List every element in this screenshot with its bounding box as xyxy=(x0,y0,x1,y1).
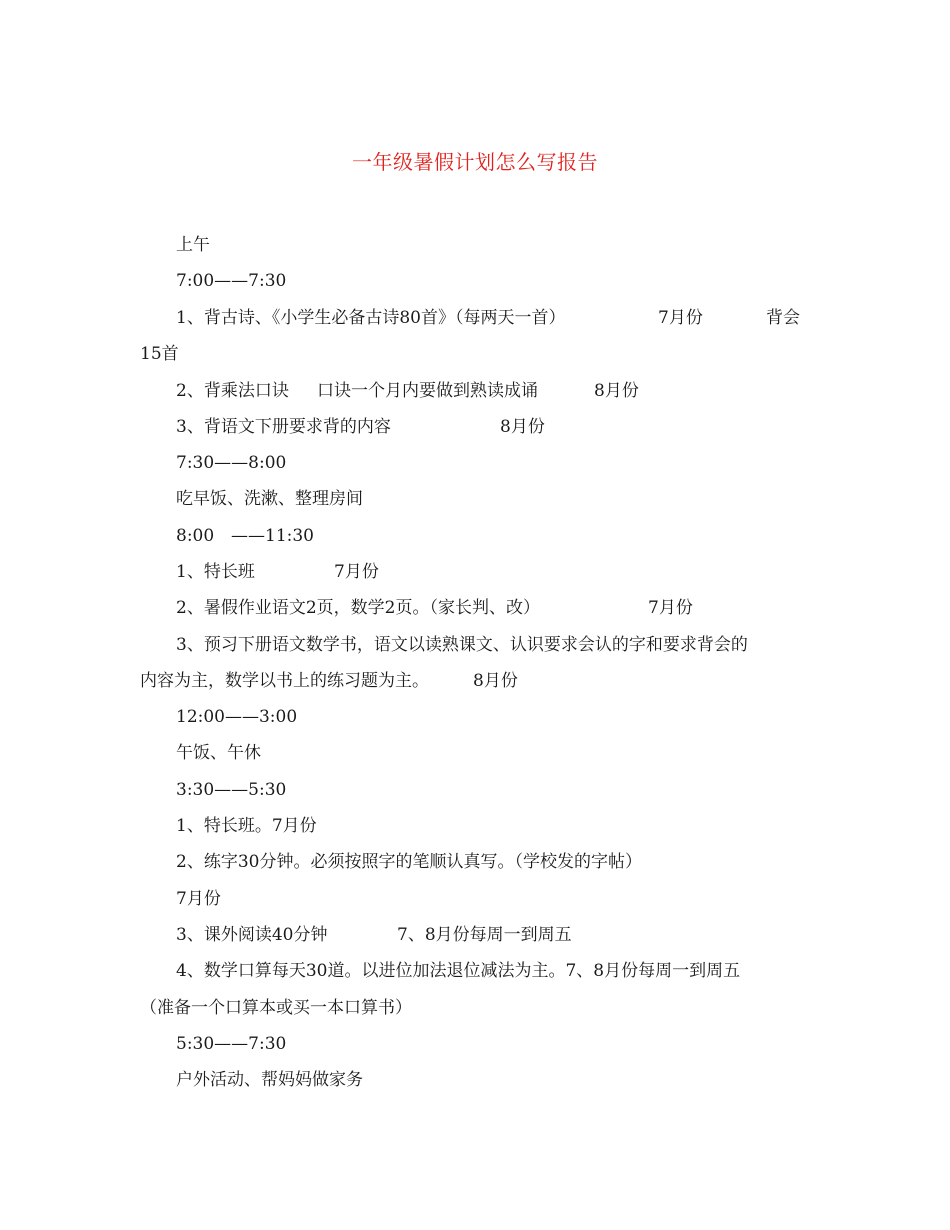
text-segment: 1、特长班 xyxy=(176,562,255,582)
text-segment: 8:00 xyxy=(176,526,215,546)
text-line: （准备一个口算本或买一本口算书） xyxy=(140,998,412,1018)
text-line: 7:30——8:00 xyxy=(176,453,287,473)
text-segment: 内容为主，数学以书上的练习题为主。 xyxy=(140,671,429,691)
text-line: 3:30——5:30 xyxy=(176,780,287,800)
text-line: 2、练字30分钟。必须按照字的笔顺认真写。（学校发的字帖） xyxy=(176,852,642,872)
text-segment: 背会 xyxy=(766,308,800,328)
text-segment: 7月份 xyxy=(334,562,379,582)
text-segment: 3、课外阅读40分钟 xyxy=(176,925,328,945)
text-line: 12:00——3:00 xyxy=(176,707,298,727)
text-line: 7:00——7:30 xyxy=(176,271,287,291)
text-segment: 7月份 xyxy=(658,308,703,328)
text-segment: ——11:30 xyxy=(231,526,314,546)
text-line: 1、特长班。7月份 xyxy=(176,816,317,836)
text-line: 5:30——7:30 xyxy=(176,1034,287,1054)
text-segment: 3、背语文下册要求背的内容 xyxy=(176,417,391,437)
text-segment: 7、8月份每周一到周五 xyxy=(397,925,572,945)
text-line: 吃早饭、洗漱、整理房间 xyxy=(176,489,363,509)
text-segment: 8月份 xyxy=(594,381,639,401)
document-title: 一年级暑假计划怎么写报告 xyxy=(352,150,598,174)
text-line: 上午 xyxy=(176,235,210,255)
text-segment: 1、背古诗、《小学生必备古诗80首》（每两天一首） xyxy=(176,308,566,328)
text-line: 午饭、午休 xyxy=(176,743,261,763)
text-segment: 8月份 xyxy=(473,671,518,691)
text-line: 7月份 xyxy=(176,889,221,909)
text-segment: 口诀一个月内要做到熟读成诵 xyxy=(317,381,538,401)
text-segment: 8月份 xyxy=(500,417,545,437)
text-line: 4、数学口算每天30道。以进位加法退位减法为主。7、8月份每周一到周五 xyxy=(176,961,741,981)
text-segment: 7月份 xyxy=(648,598,693,618)
text-segment: 2、暑假作业语文2页，数学2页。（家长判、改） xyxy=(176,598,540,618)
text-segment: 2、背乘法口诀 xyxy=(176,381,289,401)
text-line: 15首 xyxy=(140,344,179,364)
text-line: 户外活动、帮妈妈做家务 xyxy=(176,1070,363,1090)
text-line: 3、预习下册语文数学书，语文以读熟课文、认识要求会认的字和要求背会的 xyxy=(176,635,748,655)
